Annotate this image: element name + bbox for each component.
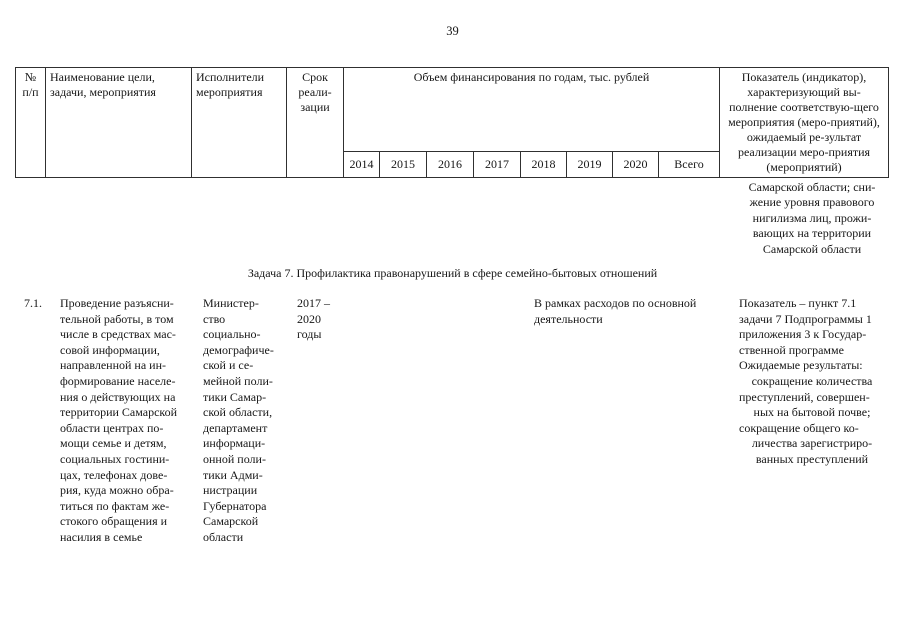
year-header: 2015 <box>380 151 427 177</box>
text-line: 2017 – <box>297 296 330 310</box>
year-header: 2019 <box>567 151 613 177</box>
text-line: социально- <box>203 327 261 342</box>
text-line: ской области, <box>203 405 273 420</box>
year-header: 2020 <box>613 151 659 177</box>
col-header-financing: Объем финансирования по годам, тыс. рублей <box>344 68 720 152</box>
indicator-continuation <box>739 180 885 257</box>
text-line: числе в средствах мас- <box>60 327 176 342</box>
col-header-executors: Исполнители мероприятия <box>192 68 287 178</box>
text-line: деятельности <box>534 311 603 326</box>
text-line: ственной программе <box>739 342 844 357</box>
col-header-name: Наименование цели, задачи, мероприятия <box>46 68 192 178</box>
text-line: ных на бытовой почве; <box>753 405 871 420</box>
text-line: области <box>203 529 244 544</box>
year-header: 2014 <box>344 151 380 177</box>
year-header: 2017 <box>474 151 521 177</box>
text-line: сокращение общего ко- <box>739 420 859 435</box>
text-line: 2020 <box>297 311 321 326</box>
text-line: ской и се- <box>203 358 254 373</box>
funding-note <box>534 296 730 327</box>
text-line: приложения 3 к Государ- <box>739 327 867 342</box>
text-line: информаци- <box>203 436 266 451</box>
text-line: области центрах по- <box>60 420 164 435</box>
year-header: 2018 <box>521 151 567 177</box>
col-header-term: Срок реали-зации <box>287 68 344 178</box>
text-line: ство <box>203 311 226 326</box>
text-line: задачи 7 Подпрограммы 1 <box>739 311 872 326</box>
text-line: нигилизма лиц, прожи- <box>752 210 872 225</box>
implementation-term <box>297 296 347 343</box>
text-line: годы <box>297 327 322 342</box>
text-line: мощи семье и детям, <box>60 436 167 451</box>
text-line: сокращение количества <box>751 373 873 388</box>
text-line: Министер- <box>203 296 259 310</box>
col-header-num: № п/п <box>16 68 46 178</box>
text-line: ния о действующих на <box>60 389 176 404</box>
text-line: департамент <box>203 420 268 435</box>
text-line: тельной работы, в том <box>60 311 174 326</box>
text-line: нистрации <box>203 483 258 498</box>
indicator-text <box>739 296 885 468</box>
text-line: Самарской области <box>762 241 862 256</box>
text-line: онной поли- <box>203 451 266 466</box>
text-line: личества зарегистриро- <box>751 436 873 451</box>
text-line: Самарской <box>203 514 259 529</box>
text-line: территории Самарской <box>60 405 178 420</box>
page-number: 39 <box>446 24 459 38</box>
text-line: цах, телефонах дове- <box>60 467 168 482</box>
text-line: насилия в семье <box>60 529 143 544</box>
text-line: социальных гостини- <box>60 451 170 466</box>
task-heading: Задача 7. Профилактика правонарушений в сфере семейно-бытовых отношений <box>247 266 658 280</box>
text-line: Ожидаемые результаты: <box>739 358 863 373</box>
text-line: тики Самар- <box>203 389 267 404</box>
text-line: ванных преступлений <box>755 451 869 466</box>
text-line: демографиче- <box>203 342 274 357</box>
text-line: Губернатора <box>203 498 267 513</box>
executors <box>203 296 286 546</box>
col-header-indicator: Показатель (индикатор), характеризующий вы-полнение соответствую-щего мероприятия (меро-приятий), ожидаемый ре-зультат реализации меро-приятия (мероприятий) <box>720 68 889 178</box>
text-line: Проведение разъясни- <box>60 296 174 310</box>
text-line: жение уровня правового <box>749 195 875 210</box>
text-line: Показатель – пункт 7.1 <box>739 296 857 310</box>
year-header: 2016 <box>427 151 474 177</box>
table-header <box>15 67 889 178</box>
text-line: В рамках расходов по основной <box>534 296 697 310</box>
text-line: формирование населе- <box>60 373 176 388</box>
measure-name <box>60 296 194 546</box>
year-header-total: Всего <box>659 151 720 177</box>
text-line: совой информации, <box>60 342 160 357</box>
text-line: вающих на территории <box>752 226 872 241</box>
text-line: Самарской области; сни- <box>748 180 876 194</box>
text-line: стокого обращения и <box>60 514 168 529</box>
text-line: рия, куда можно обра- <box>60 483 174 498</box>
row-number: 7.1. <box>24 296 42 310</box>
text-line: мейной поли- <box>203 373 273 388</box>
text-line: преступлений, совершен- <box>739 389 870 404</box>
text-line: титься по фактам же- <box>60 498 170 513</box>
text-line: тики Адми- <box>203 467 263 482</box>
text-line: направленной на ин- <box>60 358 167 373</box>
